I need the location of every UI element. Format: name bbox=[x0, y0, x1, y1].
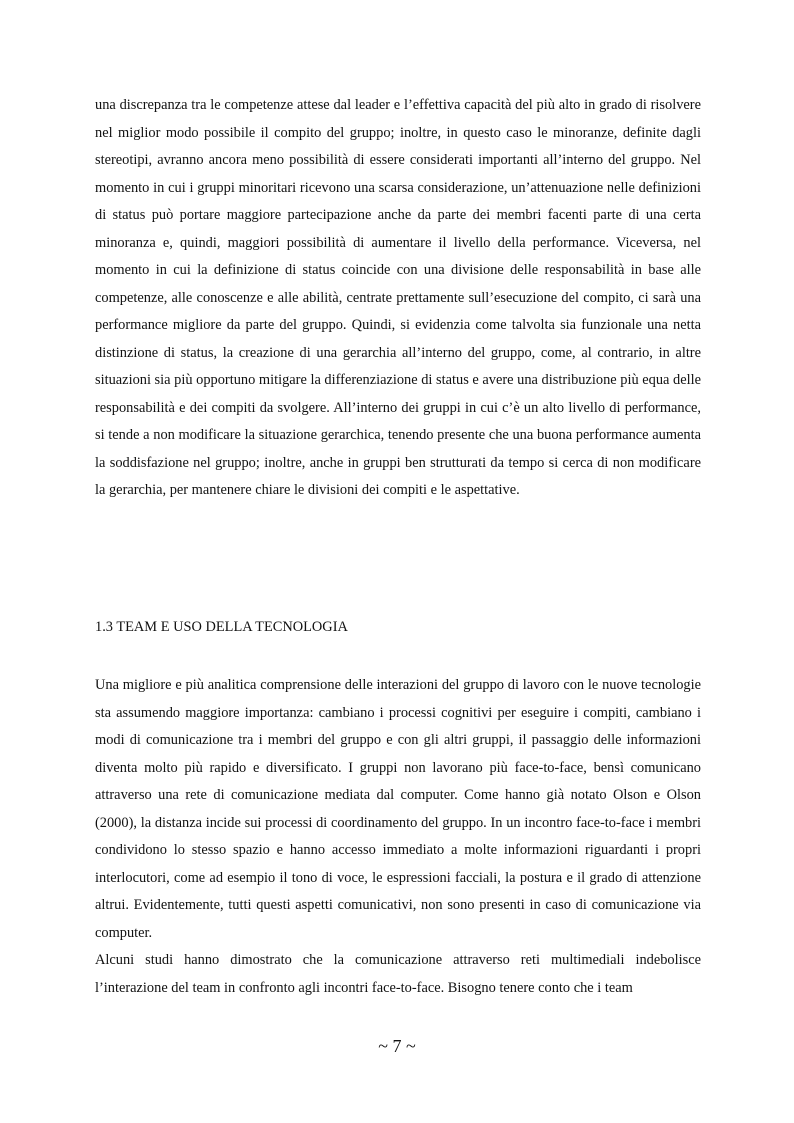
body-paragraph-2: Una migliore e più analitica comprensione delle interazioni del gruppo di lavoro con le nuove tecnologie sta assumendo maggiore importanza: cambiano i processi cognitivi per eseguire i compiti, cambiano i modi di comunicazione tra i membri del gruppo e con gli altri gruppi, il passaggio delle informazioni diventa molto più rapido e diversificato. I gruppi non lavorano più face-to-face, bensì comunicano attraverso una rete di comunicazione mediata dal computer. Come hanno già notato Olson e Olson (2000), la distanza incide sui processi di coordinamento del gruppo. In un incontro face-to-face i membri condividono lo stesso spazio e hanno accesso immediato a molte informazioni riguardanti i propri interlocutori, come ad esempio il tono di voce, le espressioni facciali, la postura e il grado di attenzione altrui. Evidentemente, tutti questi aspetti comunicativi, non sono presenti in caso di comunicazione via computer. bbox=[95, 677, 701, 941]
section-body bbox=[95, 672, 701, 1002]
body-paragraph-1: una discrepanza tra le competenze attese dal leader e l’effettiva capacità del più alto in grado di risolvere nel miglior modo possibile il compito del gruppo; inoltre, in questo caso le minoranze, definite dagli stereotipi, avranno ancora meno possibilità di essere considerati importanti all’interno del gruppo. Nel momento in cui i gruppi minoritari ricevono una scarsa considerazione, un’attenuazione nelle definizioni di status può portare maggiore partecipazione anche da parte dei membri facenti parte di una certa minoranza e, quindi, maggiori possibilità di aumentare il livello della performance. Viceversa, nel momento in cui la definizione di status coincide con una divisione delle responsabilità in base alle competenze, alle conoscenze e alle abilità, centrate prettamente sull’esecuzione del compito, ci sarà una performance migliore da parte del gruppo. Quindi, si evidenzia come talvolta sia funzionale una netta distinzione di status, la creazione di una gerarchia all’interno del gruppo, come, al contrario, in altre situazioni sia più opportuno mitigare la differenziazione di status e avere una distribuzione più equa delle responsabilità e dei compiti da svolgere. All’interno dei gruppi in cui c’è un alto livello di performance, si tende a non modificare la situazione gerarchica, tenendo presente che una buona performance aumenta la soddisfazione nel gruppo; inoltre, anche in gruppi ben strutturati da tempo si cerca di non modificare la gerarchia, per mantenere chiare le divisioni dei compiti e le aspettative. bbox=[95, 97, 701, 498]
section-heading: 1.3 TEAM E USO DELLA TECNOLOGIA bbox=[95, 619, 348, 635]
body-paragraph-3: Alcuni studi hanno dimostrato che la comunicazione attraverso reti multimediali indebolisce l’interazione del team in confronto agli incontri face-to-face. Bisogno tenere conto che i team bbox=[95, 952, 701, 996]
page-number: ~ 7 ~ bbox=[378, 1036, 416, 1056]
document-page bbox=[95, 92, 701, 996]
